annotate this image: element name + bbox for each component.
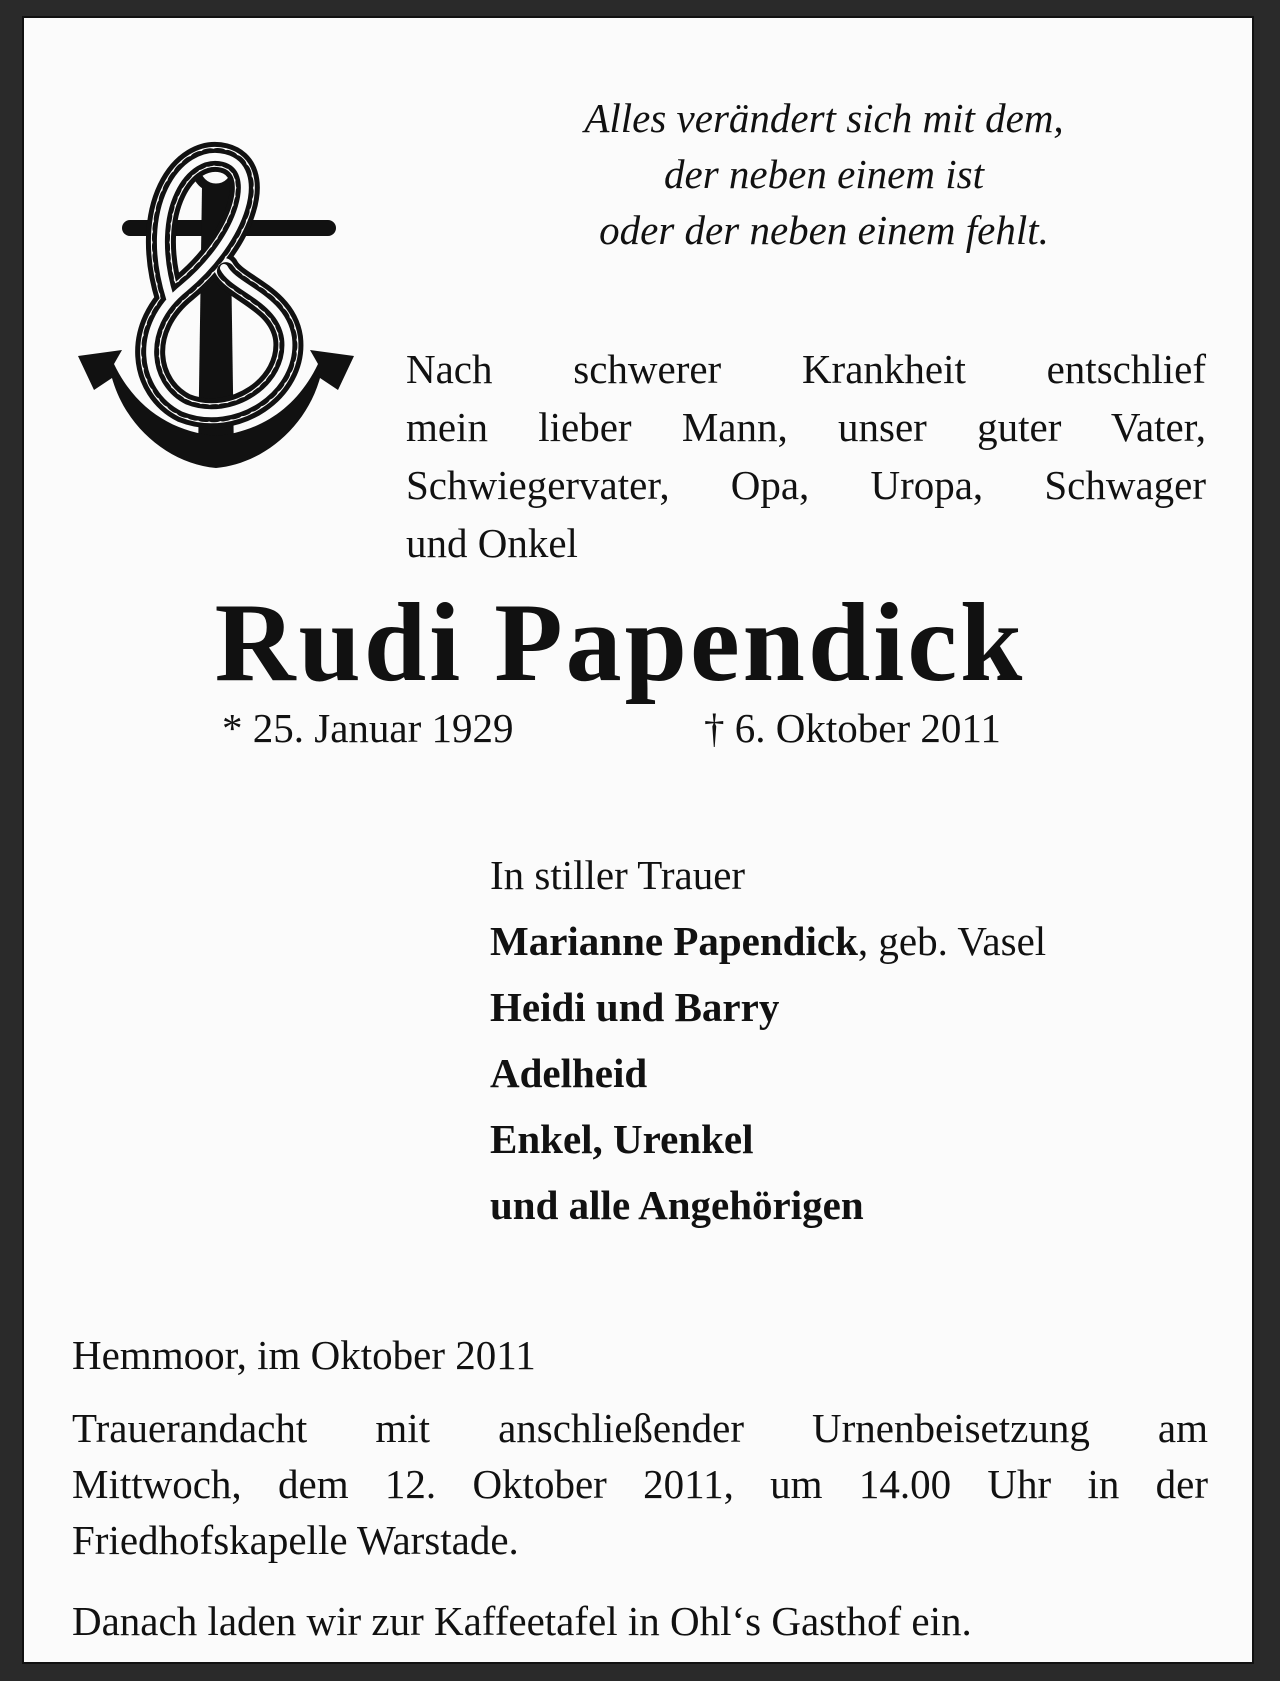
service-line: Trauerandacht mit anschließender Urnenbeisetzung am bbox=[72, 1405, 1208, 1451]
announcement-line: Nach schwerer Krankheit entschlief bbox=[406, 346, 1206, 392]
death-date: † 6. Oktober 2011 bbox=[704, 705, 1001, 751]
announcement-line: Schwiegervater, Opa, Uropa, Schwager bbox=[406, 462, 1206, 508]
obituary-card bbox=[22, 16, 1254, 1664]
announcement-text bbox=[406, 340, 1206, 572]
service-line: Friedhofskapelle Warstade. bbox=[72, 1517, 519, 1563]
mourners-list bbox=[490, 842, 1210, 1238]
motto-quote bbox=[464, 90, 1184, 258]
place-and-date: Hemmoor, im Oktober 2011 bbox=[72, 1332, 536, 1378]
motto-line: der neben einem ist bbox=[664, 151, 984, 197]
deceased-name: Rudi Papendick bbox=[214, 581, 1026, 705]
motto-line: oder der neben einem fehlt. bbox=[599, 207, 1049, 253]
mourner-line: Adelheid bbox=[490, 1050, 648, 1096]
announcement-line: und Onkel bbox=[406, 520, 578, 566]
mourners-intro: In stiller Trauer bbox=[490, 852, 746, 898]
birth-date: * 25. Januar 1929 bbox=[222, 705, 514, 751]
anchor-icon bbox=[74, 128, 394, 508]
reception-note: Danach laden wir zur Kaffeetafel in Ohl‘s Gasthof ein. bbox=[72, 1598, 972, 1644]
service-line: Mittwoch, dem 12. Oktober 2011, um 14.00 Uhr in der bbox=[72, 1461, 1208, 1507]
motto-line: Alles verändert sich mit dem, bbox=[584, 95, 1064, 141]
spouse-name: Marianne Papendick bbox=[490, 918, 858, 964]
spouse-maiden-name: , geb. Vasel bbox=[857, 918, 1047, 964]
service-details bbox=[72, 1400, 1208, 1568]
mourner-line: Heidi und Barry bbox=[490, 984, 780, 1030]
mourner-line: und alle Angehörigen bbox=[490, 1182, 864, 1228]
mourner-spouse bbox=[490, 908, 1210, 974]
mourner-line: Enkel, Urenkel bbox=[490, 1116, 754, 1162]
announcement-line: mein lieber Mann, unser guter Vater, bbox=[406, 404, 1206, 450]
